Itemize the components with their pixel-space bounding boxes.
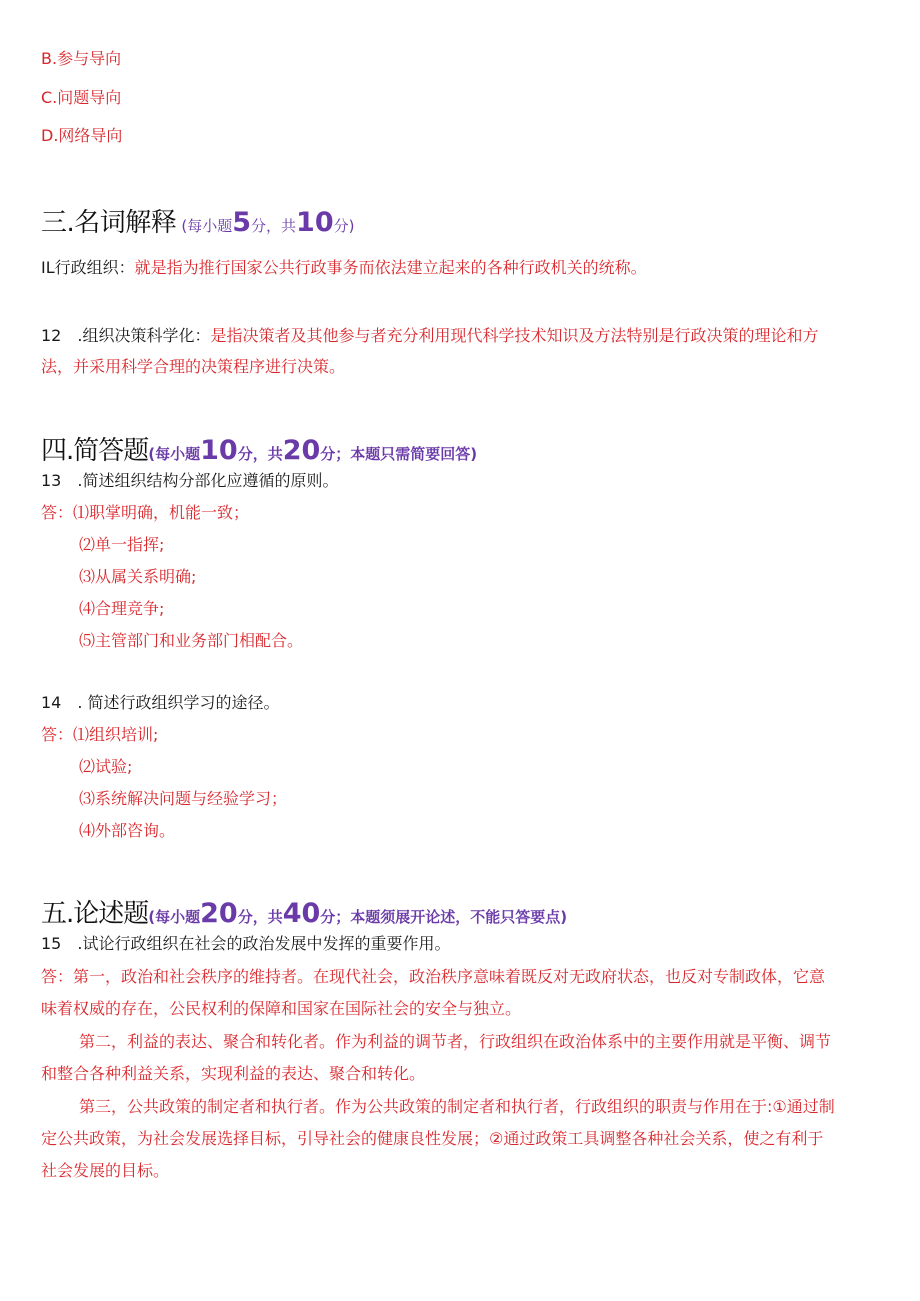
q15-para2-line1: 第二，利益的表达、聚合和转化者。作为利益的调节者，行政组织在政治体系中的主要作用就是平衡、调节 <box>79 1032 832 1051</box>
q14-answer-1: 答：⑴组织培训; <box>41 725 159 744</box>
section4-title: 四.简答题 <box>41 436 149 466</box>
q13-answer-1: 答：⑴职掌明确，机能一致； <box>41 503 250 522</box>
section3-title: 三.名词解释 <box>41 208 177 238</box>
q13-answer-2: ⑵单一指挥; <box>79 535 165 554</box>
q14-answer-4: ⑷外部咨询。 <box>79 821 176 840</box>
q12-definition-line2: 法，并采用科学合理的决策程序进行决策。 <box>41 357 346 376</box>
q11-definition: 就是指为推行国家公共行政事务而依法建立起来的各种行政机关的统称。 <box>134 258 647 277</box>
q13-answer-3: ⑶从属关系明确; <box>79 567 197 586</box>
q12-label: 12 .组织决策科学化： <box>41 326 211 345</box>
q15-para1-line1: 答：第一，政治和社会秩序的维持者。在现代社会，政治秩序意味着既反对无政府状态，也反对专制政体，它意 <box>41 967 826 986</box>
q15-para3-line1: 第三，公共政策的制定者和执行者。作为公共政策的制定者和执行者，行政组织的职责与作用在于:①通过制 <box>79 1097 835 1116</box>
q15-para2-line2: 和整合各种利益关系，实现利益的表达、聚合和转化。 <box>41 1064 426 1083</box>
q13-answer-5: ⑸主管部门和业务部门相配合。 <box>79 631 304 650</box>
q15-question: 15 .试论行政组织在社会的政治发展中发挥的重要作用。 <box>41 934 451 953</box>
q11-entry <box>41 256 647 280</box>
section5-note: (每小题20分，共40分；本题须展开论述，不能只答要点) <box>148 898 568 929</box>
q13-answer-4: ⑷合理竞争; <box>79 599 165 618</box>
option-b: B.参与导向 <box>41 49 122 68</box>
section4-note: (每小题10分，共20分；本题只需简要回答) <box>148 435 478 466</box>
section5-title: 五.论述题 <box>41 899 149 929</box>
q15-para3-line3: 社会发展的目标。 <box>41 1161 170 1180</box>
section3-heading <box>41 202 354 239</box>
option-d: D.网络导向 <box>41 126 123 145</box>
section5-heading <box>41 893 567 930</box>
q15-para3-line2: 定公共政策，为社会发展选择目标，引导社会的健康良性发展；②通过政策工具调整各种社会关系，使之有利于 <box>41 1129 824 1148</box>
q12-entry <box>41 324 818 348</box>
option-c: C.问题导向 <box>41 88 122 107</box>
q14-answer-2: ⑵试验; <box>79 757 133 776</box>
section3-note: (每小题5分，共10分) <box>181 207 355 238</box>
q15-para1-line2: 味着权威的存在，公民权利的保障和国家在国际社会的安全与独立。 <box>41 999 522 1018</box>
q12-definition-line1: 是指决策者及其他参与者充分利用现代科学技术知识及方法特别是行政决策的理论和方 <box>210 326 819 345</box>
q14-answer-3: ⑶系统解决问题与经验学习； <box>79 789 288 808</box>
q14-question: 14 . 简述行政组织学习的途径。 <box>41 693 280 712</box>
section4-heading <box>41 430 477 467</box>
q11-label: IL行政组织： <box>41 258 135 277</box>
q13-question: 13 .简述组织结构分部化应遵循的原则。 <box>41 471 339 490</box>
